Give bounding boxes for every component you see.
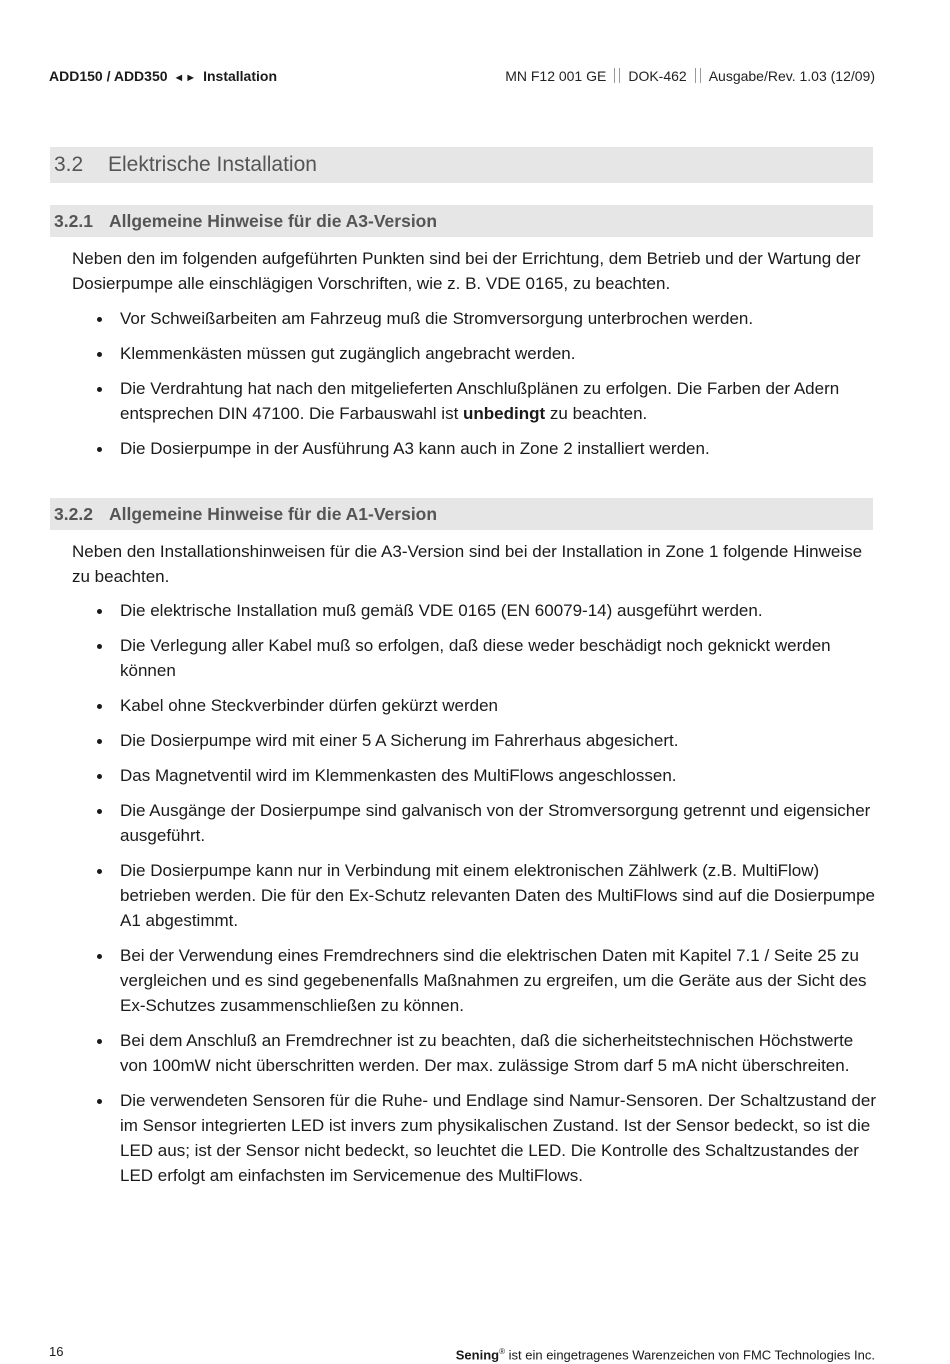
subsection-number: 3.2.1 (54, 211, 93, 231)
section-title: Elektrische Installation (108, 153, 317, 176)
header-separator (614, 68, 620, 83)
bullet-icon (97, 954, 102, 959)
list-item (0, 376, 880, 426)
section-heading (50, 147, 873, 183)
bullet-icon (97, 317, 102, 322)
header-left (49, 67, 277, 87)
list-item (0, 1028, 880, 1078)
list-item-text: Die verwendeten Sensoren für die Ruhe- und Endlage sind Namur-Sensoren. Der Schaltzustand der im Sensor integrierten LED ist invers zum physikalischen Zustand. Ist der Sensor bedeckt, so ist die LED aus; ist der Sensor nicht bedeckt, so leuchtet die LED. Die Kontrolle des Schaltzustandes der LED erfolgt am einfachsten im Servicemenue des MultiFlows. (120, 1091, 876, 1185)
list-item-text: Klemmenkästen müssen gut zugänglich angebracht werden. (120, 344, 576, 363)
bullet-icon (97, 609, 102, 614)
bullet-icon (97, 704, 102, 709)
list-item-text: Vor Schweißarbeiten am Fahrzeug muß die Stromversorgung unterbrochen werden. (120, 309, 754, 328)
bullet-list-a1 (0, 598, 950, 1198)
bullet-list-a3 (0, 306, 950, 471)
header-doc-id: DOK-462 (628, 68, 687, 84)
header-product: ADD150 / ADD350 (49, 68, 168, 84)
header-revision: Ausgabe/Rev. 1.03 (12/09) (708, 68, 875, 84)
list-item (0, 763, 880, 788)
bullet-icon (97, 447, 102, 452)
list-item (0, 943, 880, 1018)
registered-mark: ® (499, 1347, 506, 1356)
list-item-text: Das Magnetventil wird im Klemmenkasten des MultiFlows angeschlossen. (120, 766, 677, 785)
bullet-icon (97, 352, 102, 357)
list-item-text: Die Dosierpumpe kann nur in Verbindung mit einem elektronischen Zählwerk (z.B. MultiFlow) betrieben werden. Die für den Ex-Schutz relevanten Daten des MultiFlows sind auf die Dosierpumpe A1 abgestimmt. (120, 861, 876, 930)
subsection-heading-a3 (50, 205, 873, 237)
list-item (0, 728, 880, 753)
bullet-icon (97, 869, 102, 874)
list-item-text: zu beachten. (545, 404, 648, 423)
intro-paragraph-a1: Neben den Installationshinweisen für die A3-Version sind bei der Installation in Zone 1 folgende Hinweise zu beachten. (72, 542, 863, 586)
header-separator (695, 68, 701, 83)
header-right (505, 67, 875, 87)
list-item (0, 798, 880, 848)
list-item-text: Die Verdrahtung hat nach den mitgelieferten Anschlußplänen zu erfolgen. Die Farben der Adern entsprechen DIN 47100. Die Farbauswahl ist (120, 379, 840, 423)
bullet-icon (97, 1039, 102, 1044)
bullet-icon (97, 774, 102, 779)
page-header (49, 67, 875, 87)
bullet-icon (97, 1099, 102, 1104)
subsection-title: Allgemeine Hinweise für die A1-Version (109, 504, 438, 524)
list-item-text: Die Ausgänge der Dosierpumpe sind galvanisch von der Stromversorgung getrennt und eigensicher ausgeführt. (120, 801, 871, 845)
bullet-icon (97, 387, 102, 392)
header-arrows-icon: ◄► (173, 72, 198, 84)
subsection-title: Allgemeine Hinweise für die A3-Version (109, 211, 438, 231)
list-item-text: Bei dem Anschluß an Fremdrechner ist zu beachten, daß die sicherheitstechnischen Höchstwerte von 100mW nicht überschritten werden. Der max. zulässige Strom darf 5 mA nicht überschreiten. (120, 1031, 854, 1075)
emphasis-text: unbedingt (463, 404, 546, 423)
list-item (0, 858, 880, 933)
page-footer (49, 1343, 875, 1364)
list-item-text: Die elektrische Installation muß gemäß VDE 0165 (EN 60079-14) ausgeführt werden. (120, 601, 763, 620)
list-item (0, 436, 880, 461)
list-item-text: Die Dosierpumpe in der Ausführung A3 kann auch in Zone 2 installiert werden. (120, 439, 710, 458)
header-chapter: Installation (203, 68, 277, 84)
list-item-text: Bei der Verwendung eines Fremdrechners sind die elektrischen Daten mit Kapitel 7.1 / Seite 25 zu vergleichen und es sind gegebenenfalls Maßnahmen zu ergreifen, um die Geräte aus der Sicht des Ex-Schutzes zusammenschließen zu können. (120, 946, 867, 1015)
intro-paragraph-a3: Neben den im folgenden aufgeführten Punkten sind bei der Errichtung, dem Betrieb und der Wartung der Dosierpumpe alle einschlägigen Vorschriften, wie z. B. VDE 0165, zu beachten. (72, 249, 861, 293)
trademark-text: ist ein eingetragenes Warenzeichen von FMC Technologies Inc. (505, 1347, 875, 1363)
list-item (0, 633, 880, 683)
list-item-text: Die Verlegung aller Kabel muß so erfolgen, daß diese weder beschädigt noch geknickt werden können (120, 636, 831, 680)
bullet-icon (97, 809, 102, 814)
section-number: 3.2 (54, 153, 84, 176)
list-item (0, 341, 880, 366)
page-number: 16 (49, 1344, 64, 1359)
list-item (0, 598, 880, 623)
list-item (0, 1088, 880, 1188)
list-item (0, 693, 880, 718)
bullet-icon (97, 644, 102, 649)
list-item (0, 306, 880, 331)
header-doc-code: MN F12 001 GE (505, 68, 607, 84)
trademark-notice (456, 1343, 875, 1364)
bullet-icon (97, 739, 102, 744)
brand-name: Sening (455, 1347, 500, 1363)
list-item-text: Die Dosierpumpe wird mit einer 5 A Sicherung im Fahrerhaus abgesichert. (120, 731, 679, 750)
list-item-text: Kabel ohne Steckverbinder dürfen gekürzt werden (120, 696, 499, 715)
subsection-heading-a1 (50, 498, 873, 530)
subsection-number: 3.2.2 (54, 504, 93, 524)
